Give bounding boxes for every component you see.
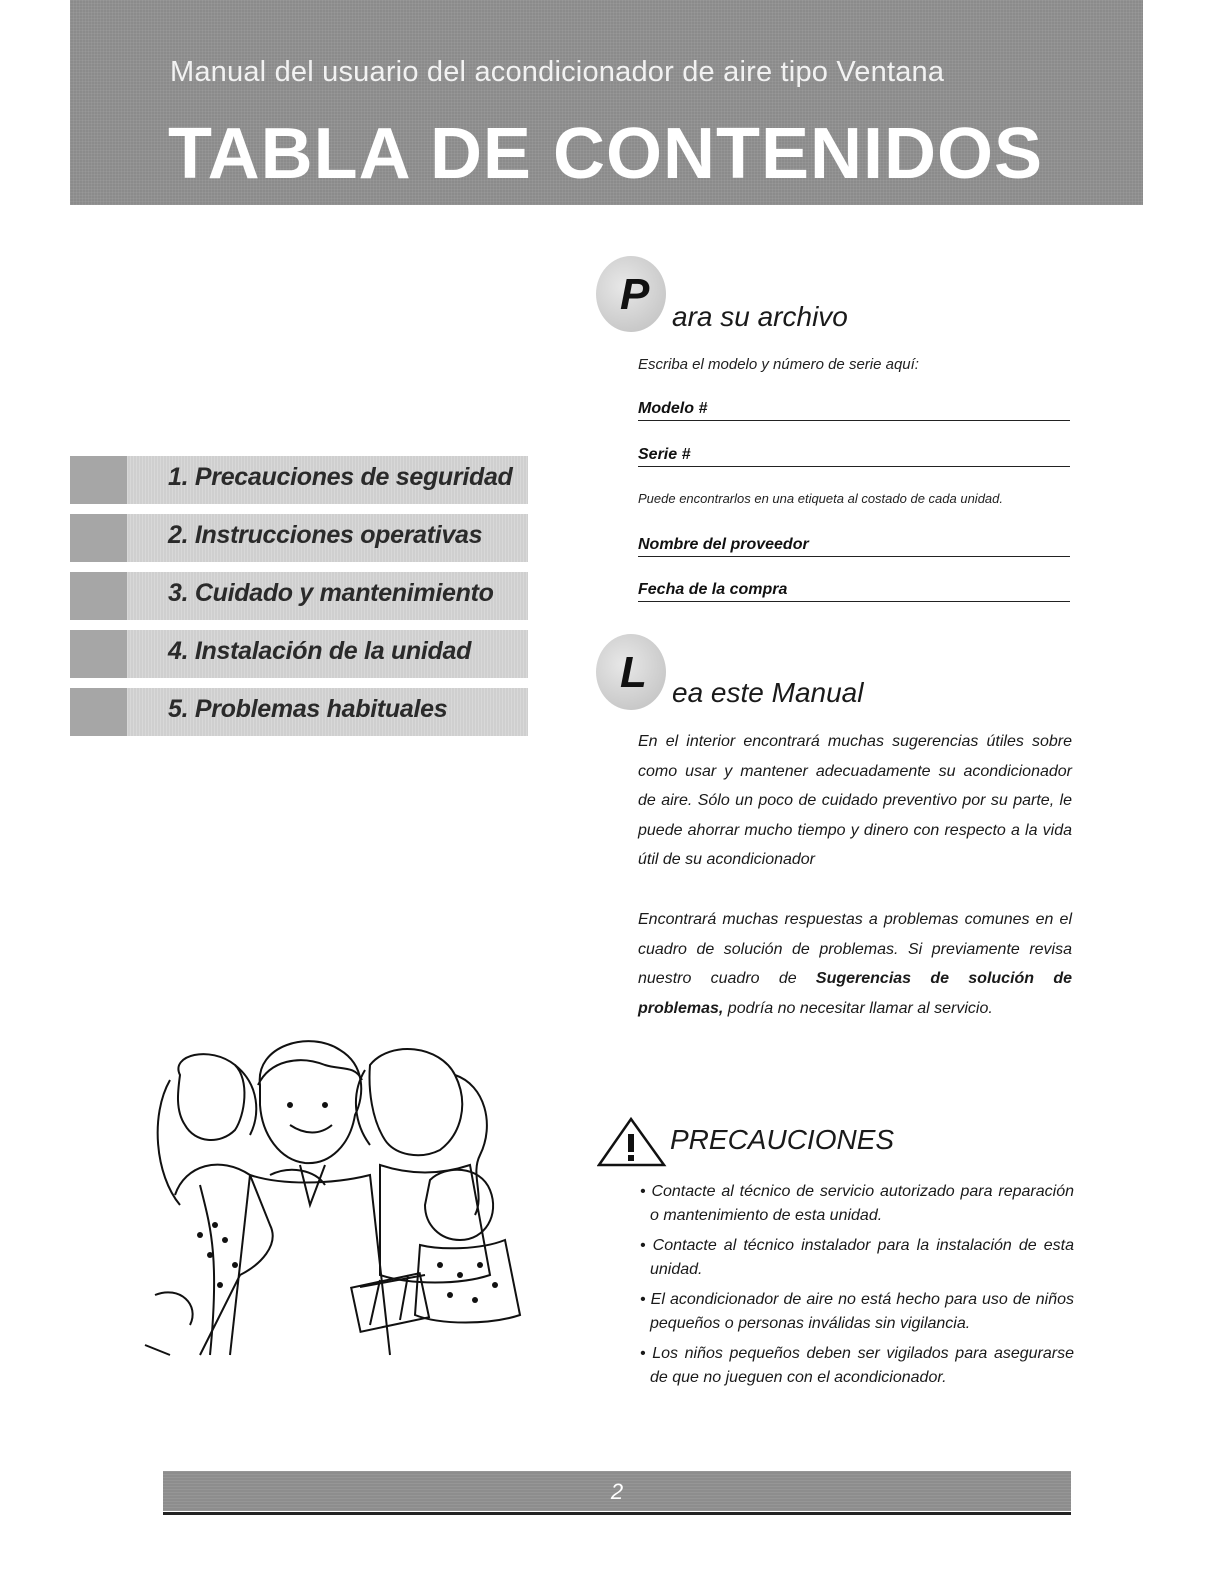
table-of-contents <box>70 456 528 746</box>
footer-rule <box>163 1512 1071 1515</box>
drop-cap-p <box>596 256 666 332</box>
purchase-date-field[interactable]: Fecha de la compra <box>638 581 1070 602</box>
header-banner <box>70 0 1143 205</box>
toc-marker <box>70 630 127 678</box>
precautions-title: PRECAUCIONES <box>670 1124 895 1155</box>
toc-marker <box>70 572 127 620</box>
toc-item-operation[interactable] <box>70 514 528 562</box>
footer-bar <box>163 1471 1071 1511</box>
manual-subtitle: Manual del usuario del acondicionador de aire tipo Ventana <box>170 56 945 88</box>
model-field[interactable]: Modelo # <box>638 400 1070 421</box>
read-manual-paragraph-1: En el interior encontrará muchas sugerencias útiles sobre como usar y mantener adecuadamente su acondicionador de aire. Sólo un poco de cuidado preventivo por su parte, le puede ahorrar mucho tiempo y dinero con respecto a la vida útil de su acondicionador <box>638 733 1072 868</box>
toc-item-label: 5. Problemas habituales <box>168 695 448 723</box>
records-note: Puede encontrarlos en una etiqueta al costado de cada unidad. <box>638 491 1003 506</box>
dealer-field[interactable]: Nombre del proveedor <box>638 536 1070 557</box>
page-number: 2 <box>610 1479 624 1504</box>
serial-field[interactable]: Serie # <box>638 446 1070 467</box>
toc-item-care[interactable] <box>70 572 528 620</box>
page-title: TABLA DE CONTENIDOS <box>168 114 1043 194</box>
list-item: • Los niños pequeños deben ser vigilados para asegurarse de que no jueguen con el acondicionador. <box>640 1345 1074 1386</box>
list-item: • Contacte al técnico instalador para la instalación de esta unidad. <box>640 1237 1074 1278</box>
toc-item-label: 1. Precauciones de seguridad <box>168 463 513 491</box>
toc-item-label: 4. Instalación de la unidad <box>168 637 472 665</box>
records-instruction: Escriba el modelo y número de serie aquí: <box>638 356 919 373</box>
paragraph-text: Encontrará muchas respuestas a problemas comunes en el cuadro de solución de problemas. Si previamente revisa nuestro cuadro de <box>638 911 1072 987</box>
paragraph-bold-text: Sugerencias de solución de problemas, <box>638 970 1072 1017</box>
toc-item-label: 2. Instrucciones operativas <box>168 521 483 549</box>
toc-item-label: 3. Cuidado y mantenimiento <box>168 579 494 607</box>
warning-triangle-icon <box>597 1116 667 1168</box>
toc-marker <box>70 688 127 736</box>
precautions-list <box>622 1180 1074 1396</box>
family-illustration <box>140 1025 540 1365</box>
read-manual-paragraph-2 <box>638 905 1072 1023</box>
toc-item-troubleshooting[interactable] <box>70 688 528 736</box>
paragraph-text: podría no necesitar llamar al servicio. <box>723 999 993 1017</box>
toc-marker <box>70 456 127 504</box>
drop-cap-l <box>596 634 666 710</box>
list-item: • El acondicionador de aire no está hecho para uso de niños pequeños o personas inválidas sin vigilancia. <box>640 1291 1074 1332</box>
list-item: • Contacte al técnico de servicio autorizado para reparación o mantenimiento de esta unidad. <box>640 1183 1074 1224</box>
drop-cap-letter: P <box>620 270 650 319</box>
read-manual-title: ea este Manual <box>672 677 864 708</box>
drop-cap-letter: L <box>620 648 647 697</box>
toc-item-installation[interactable] <box>70 630 528 678</box>
records-title: ara su archivo <box>672 301 848 332</box>
toc-item-safety[interactable] <box>70 456 528 504</box>
toc-marker <box>70 514 127 562</box>
